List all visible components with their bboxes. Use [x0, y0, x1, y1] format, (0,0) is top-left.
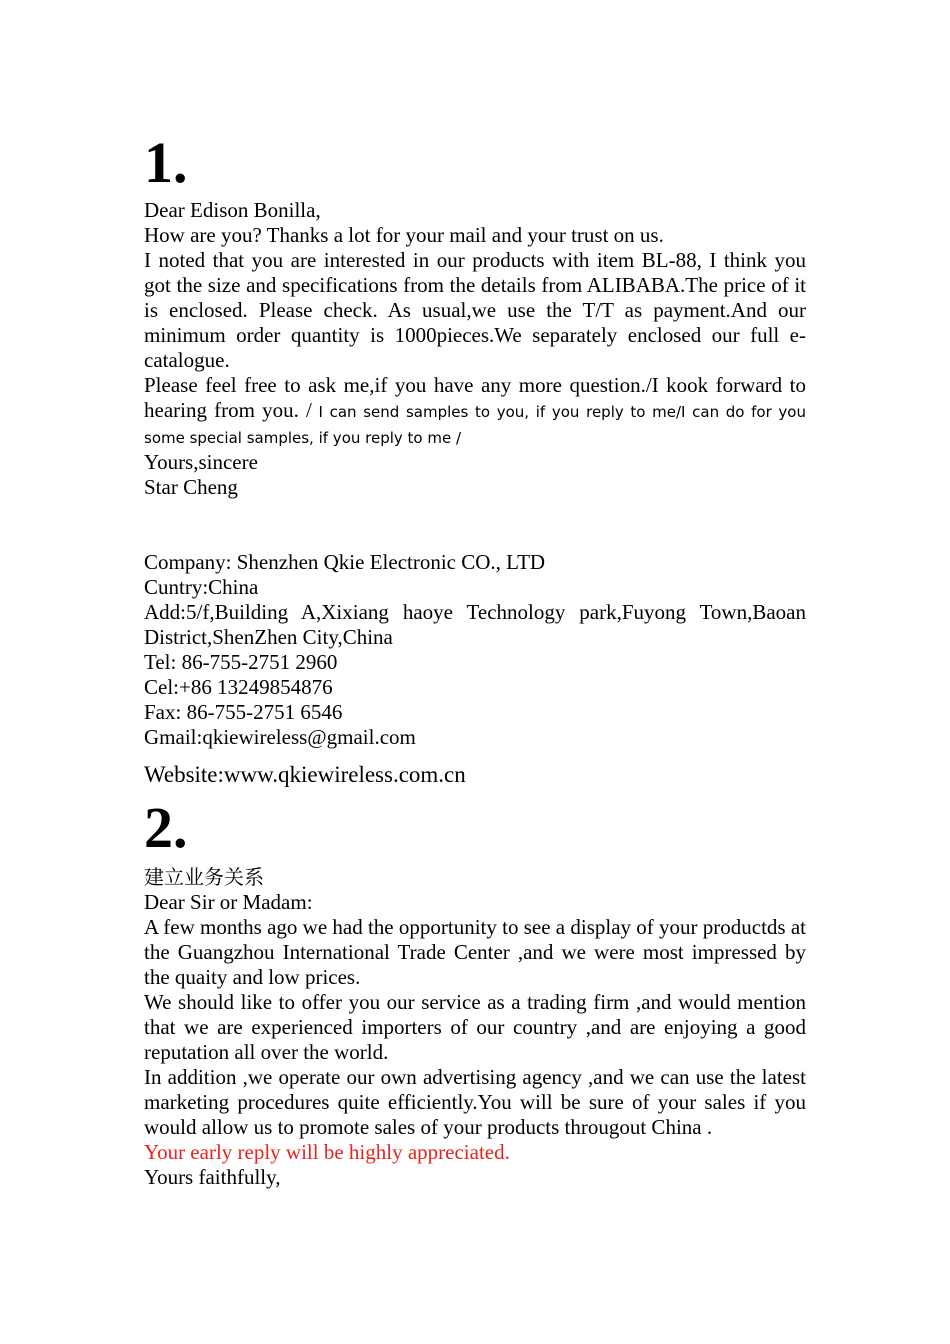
section-number-2: 2. — [144, 795, 188, 860]
fax-line: Fax: 86-755-2751 6546 — [144, 700, 343, 724]
gmail-line: Gmail:qkiewireless@gmail.com — [144, 725, 416, 749]
letter1-sender-name: Star Cheng — [144, 475, 238, 499]
letter2-signoff: Yours faithfully, — [144, 1165, 281, 1189]
country-line: Cuntry:China — [144, 575, 259, 599]
letter2-paragraph-1: A few months ago we had the opportunity to see a display of your productds at the Guangzhou International Trade Center ,and we were most impressed by the quaity and low prices. — [144, 915, 806, 989]
letter2-greeting: Dear Sir or Madam: — [144, 890, 313, 914]
letter1-body: I noted that you are interested in our products with item BL-88, I think you got the size and specifications from the details from ALIBABA.The price of it is enclosed. Please check. As usual,we use the T/T as payment.And our minimum order quantity is 1000pieces.We separately enclosed our full e-catalogue. — [144, 248, 806, 372]
letter2-highlight: Your early reply will be highly appreciated. — [144, 1140, 510, 1164]
letter1-closing-main: Please feel free to ask me,if you have any more question./I kook forward to hearing from you. / — [144, 373, 806, 422]
letter2-paragraph-2: We should like to offer you our service as a trading firm ,and would mention that we are experienced importers of our country ,and are enjoying a good reputation all over the world. — [144, 990, 806, 1064]
document-page — [144, 128, 806, 1190]
letter1-greeting: Dear Edison Bonilla, — [144, 198, 321, 222]
cel-line: Cel:+86 13249854876 — [144, 675, 333, 699]
address-line: Add:5/f,Building A,Xixiang haoye Technology park,Fuyong Town,Baoan District,ShenZhen City,China — [144, 600, 806, 649]
letter2-heading-cn: 建立业务关系 — [144, 865, 264, 889]
letter1-closing — [144, 373, 806, 450]
letter1-thanks-line: How are you? Thanks a lot for your mail and your trust on us. — [144, 223, 664, 247]
section-number-1: 1. — [144, 130, 188, 195]
company-line: Company: Shenzhen Qkie Electronic CO., LTD — [144, 550, 546, 574]
letter1-closing-small: I can send samples to you, if you reply to me/I can do for you some special samples, if you reply to me / — [144, 403, 806, 447]
spacer — [144, 500, 806, 550]
letter2-paragraph-3: In addition ,we operate our own advertising agency ,and we can use the latest marketing procedures quite efficiently.You will be sure of your sales if you would allow us to promote sales of your products througout China . — [144, 1065, 806, 1139]
letter1-signoff: Yours,sincere — [144, 450, 258, 474]
website-line: Website:www.qkiewireless.com.cn — [144, 762, 466, 787]
tel-line: Tel: 86-755-2751 2960 — [144, 650, 338, 674]
